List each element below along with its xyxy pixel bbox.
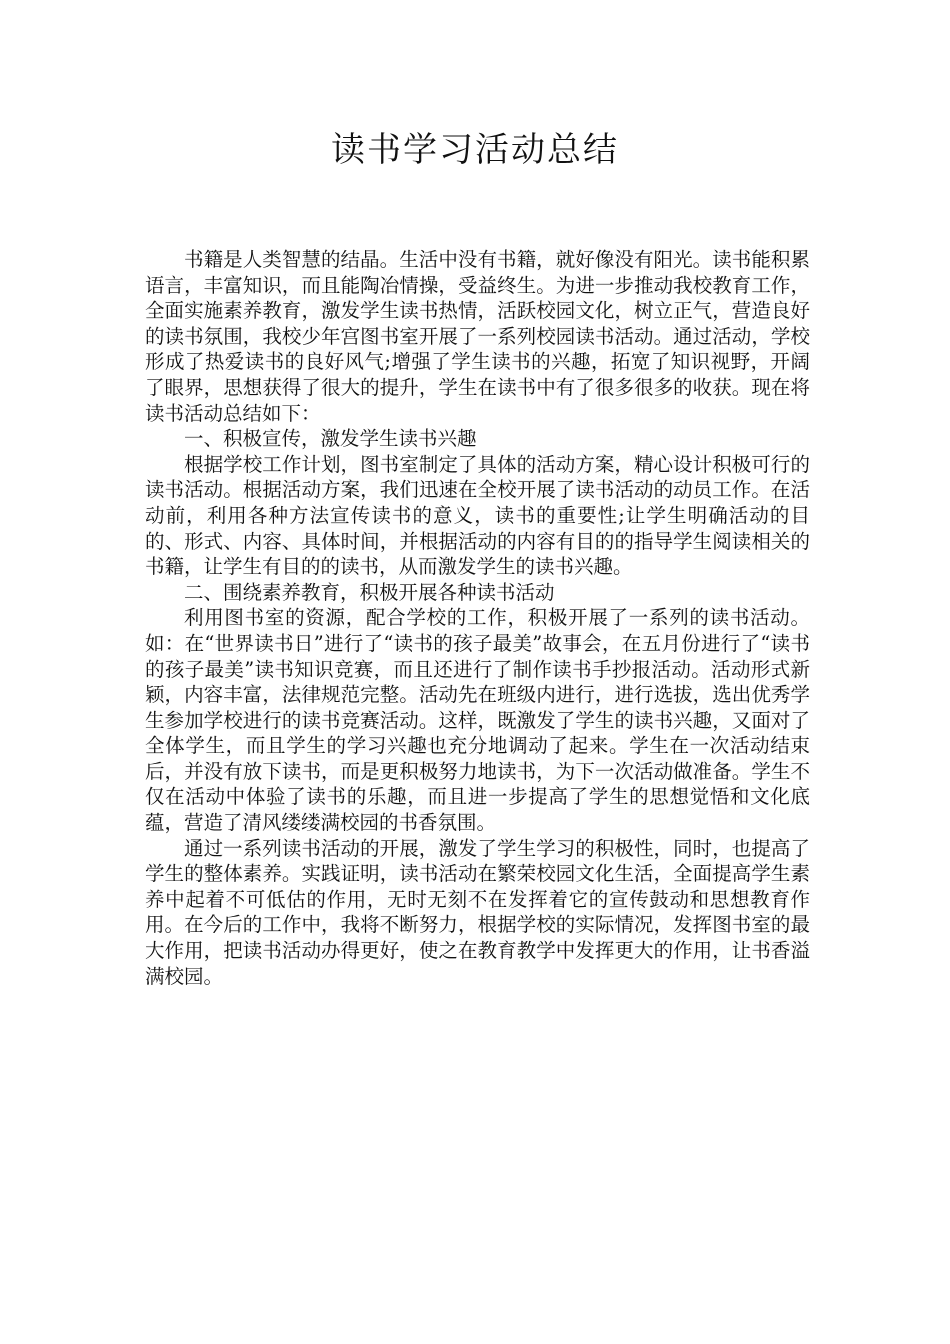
conclusion-paragraph: 通过一系列读书活动的开展，激发了学生学习的积极性，同时，也提高了学生的整体素养。实践证明，读书活动在繁荣校园文化生活，全面提高学生素养中起着不可低估的作用，无时无刻不在发挥着它的宣传鼓动和思想教育作用。在今后的工作中，我将不断努力，根据学校的实际情况，发挥图书室的最大作用，把读书活动办得更好，使之在教育教学中发挥更大的作用，让书香溢满校园。 xyxy=(145,836,810,988)
document-body xyxy=(145,247,810,989)
section-heading-1: 一、积极宣传，激发学生读书兴趣 xyxy=(184,427,477,451)
document-title: 读书学习活动总结 xyxy=(331,130,619,170)
section-2-paragraph: 利用图书室的资源，配合学校的工作，积极开展了一系列的读书活动。如：在“世界读书日”进行了“读书的孩子最美”故事会，在五月份进行了“读书的孩子最美”读书知识竞赛，而且还进行了制作读书手抄报活动。活动形式新颖，内容丰富，法律规范完整。活动先在班级内进行，进行选拔，选出优秀学生参加学校进行的读书竞赛活动。这样，既激发了学生的读书兴趣，又面对了全体学生，而且学生的学习兴趣也充分地调动了起来。学生在一次活动结束后，并没有放下读书，而是更积极努力地读书，为下一次活动做准备。学生不仅在活动中体验了读书的乐趣，而且进一步提高了学生的思想觉悟和文化底蕴，营造了清风缕缕满校园的书香氛围。 xyxy=(145,606,810,835)
intro-paragraph: 书籍是人类智慧的结晶。生活中没有书籍，就好像没有阳光。读书能积累语言，丰富知识，而且能陶冶情操，受益终生。为进一步推动我校教育工作，全面实施素养教育，激发学生读书热情，活跃校园文化，树立正气，营造良好的读书氛围，我校少年宫图书室开展了一系列校园读书活动。通过活动，学校形成了热爱读书的良好风气;增强了学生读书的兴趣，拓宽了知识视野，开阔了眼界，思想获得了很大的提升，学生在读书中有了很多很多的收获。现在将读书活动总结如下： xyxy=(145,248,810,425)
section-heading-2: 二、围绕素养教育，积极开展各种读书活动 xyxy=(184,580,555,604)
section-1-paragraph: 根据学校工作计划，图书室制定了具体的活动方案，精心设计积极可行的读书活动。根据活动方案，我们迅速在全校开展了读书活动的动员工作。在活动前，利用各种方法宣传读书的意义，读书的重要性;让学生明确活动的目的、形式、内容、具体时间，并根据活动的内容有目的的指导学生阅读相关的书籍，让学生有目的的读书，从而激发学生的读书兴趣。 xyxy=(145,452,810,579)
